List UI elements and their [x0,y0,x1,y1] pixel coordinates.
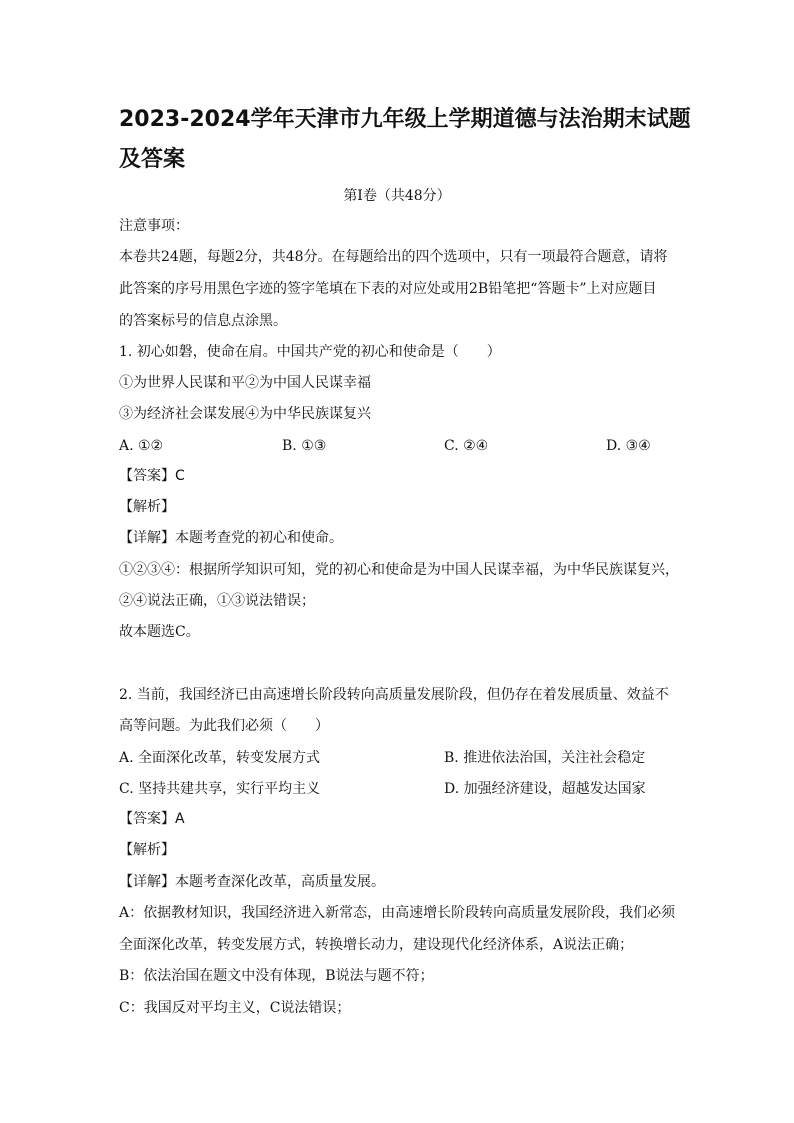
q1-item: ③为经济社会谋发展④为中华民族谋复兴 [119,406,371,422]
notice-line: 此答案的序号用黑色字迹的签字笔填在下表的对应处或用2B铅笔把“答题卡”上对应题目 [119,281,657,297]
q2-stem-line: 2. 当前，我国经济已由高速增长阶段转向高质量发展阶段，但仍存在着发展质量、效益不 [119,687,669,703]
q2-detail: 【详解】本题考查深化改革，高质量发展。 [119,874,385,890]
q2-stem-line: 高等问题。为此我们必须（ ） [119,718,329,734]
page-title: 2023-2024学年天津市九年级上学期道德与法治期末试题及答案 [119,107,691,172]
q2-explain-line: A：依据教材知识，我国经济进入新常态，由高速增长阶段转向高质量发展阶段，我们必须 [119,905,676,921]
notice-line: 的答案标号的信息点涂黑。 [119,313,287,329]
q2-answer: 【答案】A [119,811,185,827]
q2-analysis: 【解析】 [119,842,175,858]
q1-option-b: B. ①③ [282,438,327,454]
notice-heading: 注意事项： [119,218,189,234]
q2-option-a: A. 全面深化改革，转变发展方式 [119,750,321,766]
q1-explain-line: ②④说法正确，①③说法错误； [119,593,315,609]
q1-item: ①为世界人民谋和平②为中国人民谋幸福 [119,375,371,391]
q1-option-c: C. ②④ [444,438,489,454]
q1-answer: 【答案】C [119,468,185,484]
q2-option-c: C. 坚持共建共享，实行平均主义 [119,781,321,797]
section-heading: 第Ⅰ卷（共48分） [343,188,451,204]
q1-detail: 【详解】本题考查党的初心和使命。 [119,530,343,546]
q1-option-d: D. ③④ [606,438,651,454]
q1-explain-line: ①②③④：根据所学知识可知，党的初心和使命是为中国人民谋幸福，为中华民族谋复兴， [119,562,679,578]
q1-analysis: 【解析】 [119,499,175,515]
q1-stem: 1. 初心如磐，使命在肩。中国共产党的初心和使命是（ ） [119,344,501,360]
notice-line: 本卷共24题，每题2分，共48分。在每题给出的四个选项中，只有一项最符合题意，请将 [119,249,668,265]
q1-option-a: A. ①② [119,438,164,454]
q2-explain-line: B：依法治国在题文中没有体现，B说法与题不符； [119,968,434,984]
q1-explain-line: 故本题选C。 [119,624,200,640]
q2-explain-line: C：我国反对平均主义，C说法错误； [119,1000,351,1016]
q2-explain-line: 全面深化改革，转变发展方式，转换增长动力，建设现代化经济体系，A说法正确； [119,937,634,953]
q2-option-d: D. 加强经济建设，超越发达国家 [444,781,646,797]
q2-option-b: B. 推进依法治国，关注社会稳定 [444,750,646,766]
